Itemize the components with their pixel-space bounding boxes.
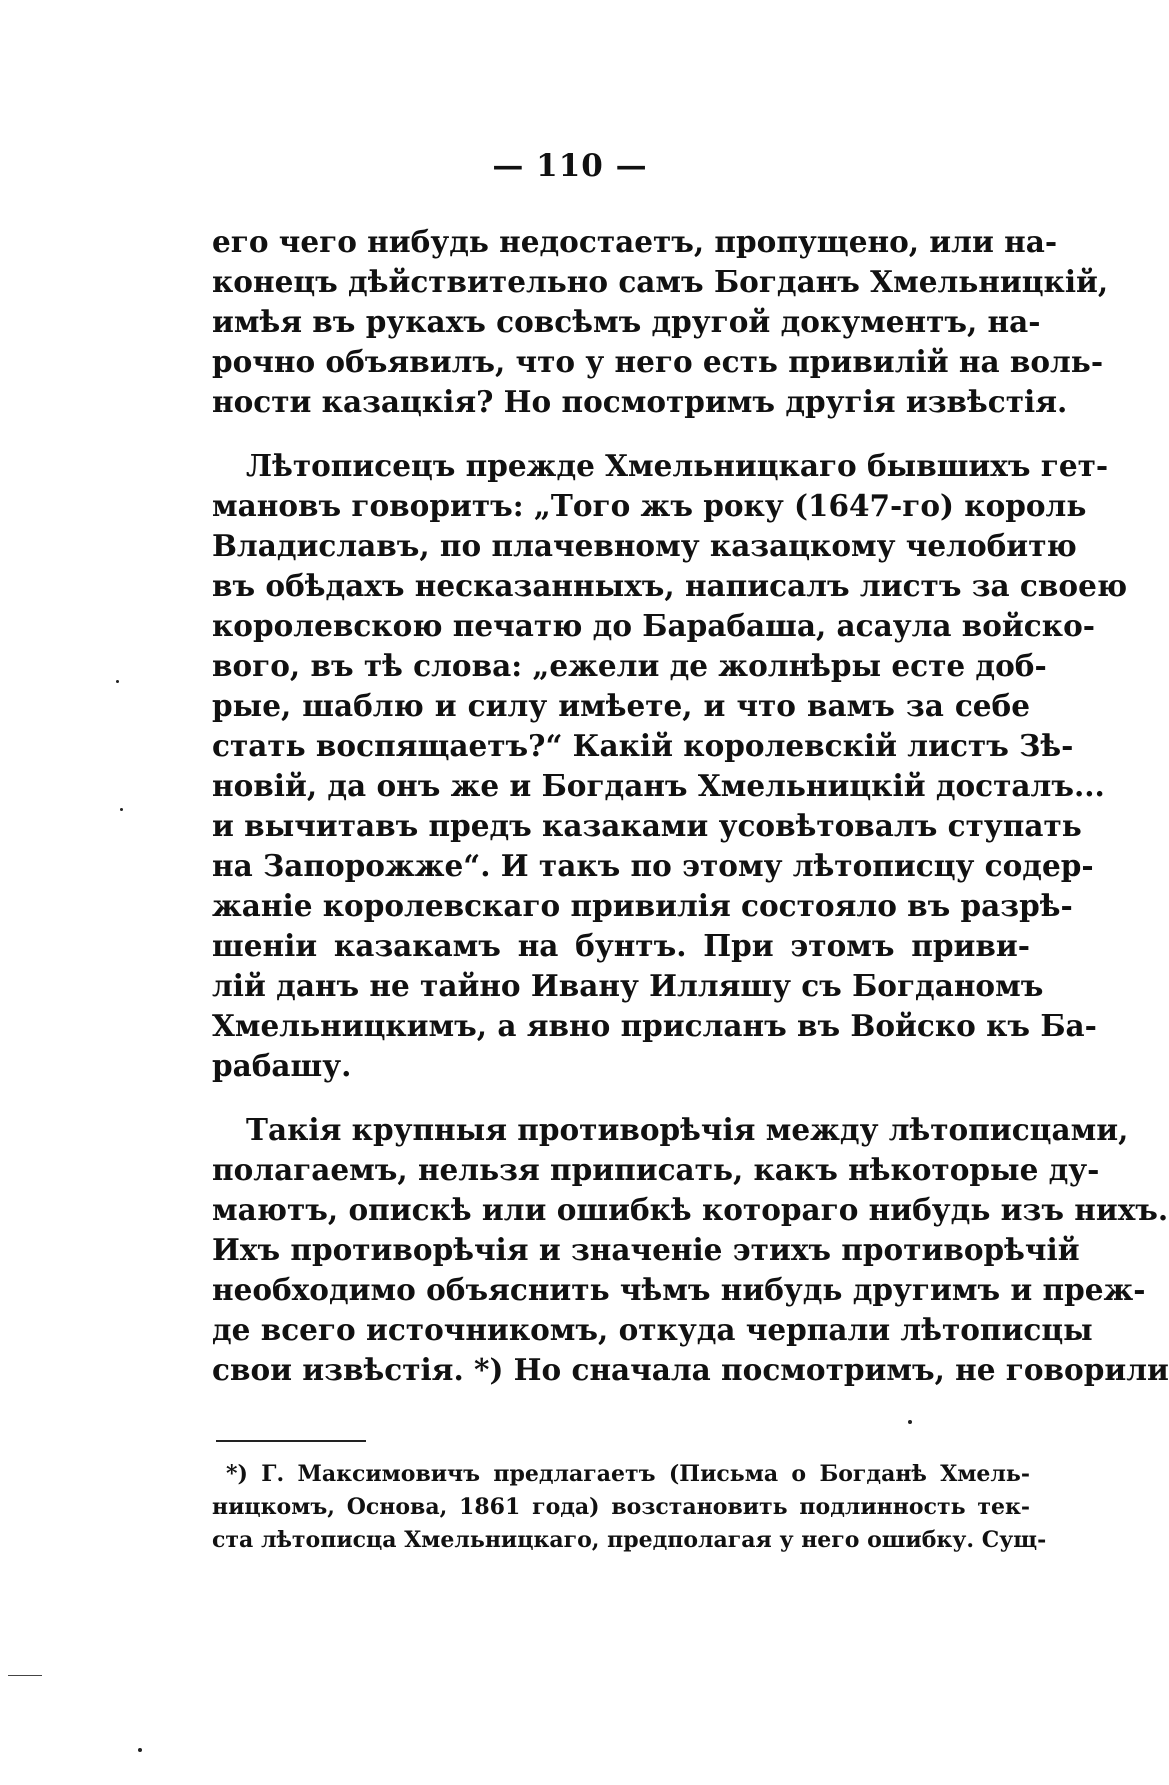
text-line: Владиславъ, по плачевному казацкому челобитю bbox=[212, 528, 1077, 563]
page-number: — 110 — bbox=[492, 148, 648, 184]
main-text bbox=[212, 222, 1169, 1390]
text-line: маютъ, опискѣ или ошибкѣ котораго нибудь изъ нихъ. bbox=[212, 1192, 1169, 1227]
footnote bbox=[212, 1458, 1047, 1557]
paragraph-gap bbox=[212, 422, 1030, 446]
text-line: стать воспящаетъ?“ Какій королевскій листъ Зѣ- bbox=[212, 728, 1074, 763]
scan-speck bbox=[116, 680, 119, 683]
text-line: и вычитавъ предъ казаками усовѣтовалъ ступать bbox=[212, 808, 1082, 843]
text-line: Ихъ противорѣчія и значеніе этихъ противорѣчій bbox=[212, 1232, 1080, 1267]
paragraph-gap bbox=[212, 1086, 1030, 1110]
text-line: необходимо объяснить чѣмъ нибудь другимъ и преж- bbox=[212, 1272, 1146, 1307]
text-line: вого, въ тѣ слова: „ежели де жолнѣры есте доб- bbox=[212, 648, 1047, 683]
text-line: де всего источникомъ, откуда черпали лѣтописцы bbox=[212, 1312, 1093, 1347]
footnote-line: ста лѣтописца Хмельницкаго, предполагая у него ошибку. Сущ- bbox=[212, 1527, 1047, 1553]
text-line: шеніи казакамъ на бунтъ. При этомъ приви- bbox=[212, 928, 1030, 963]
scan-speck bbox=[138, 1748, 142, 1752]
text-line: ности казацкія? Но посмотримъ другія извѣстія. bbox=[212, 384, 1068, 419]
footnote-line: ницкомъ, Основа, 1861 года) возстановить подлинность тек- bbox=[212, 1494, 1030, 1520]
text-line: рочно объявилъ, что у него есть привилій на воль- bbox=[212, 344, 1104, 379]
footnote-divider bbox=[216, 1440, 366, 1442]
text-line: имѣя въ рукахъ совсѣмъ другой документъ, на- bbox=[212, 304, 1041, 339]
scan-speck bbox=[120, 808, 123, 811]
text-line: мановъ говоритъ: „Того жъ року (1647-го) король bbox=[212, 488, 1087, 523]
text-line: Хмельницкимъ, а явно присланъ въ Войско къ Ба- bbox=[212, 1008, 1097, 1043]
text-line: его чего нибудь недостаетъ, пропущено, или на- bbox=[212, 224, 1058, 259]
scan-speck bbox=[908, 1420, 912, 1424]
text-line: свои извѣстія. *) Но сначала посмотримъ, не говорили bbox=[212, 1352, 1169, 1387]
footnote-line: *) Г. Максимовичъ предлагаетъ (Письма о Богданѣ Хмель- bbox=[226, 1461, 1030, 1487]
text-line: рабашу. bbox=[212, 1048, 352, 1083]
text-line: полагаемъ, нельзя приписать, какъ нѣкоторые ду- bbox=[212, 1152, 1100, 1187]
text-line: жаніе королевскаго привилія состояло въ разрѣ- bbox=[212, 888, 1073, 923]
text-line: рые, шаблю и силу имѣете, и что вамъ за себе bbox=[212, 688, 1030, 723]
text-line: Лѣтописецъ прежде Хмельницкаго бывшихъ гет- bbox=[246, 448, 1109, 483]
text-line: Такія крупныя противорѣчія между лѣтописцами, bbox=[246, 1112, 1129, 1147]
text-line: новій, да онъ же и Богданъ Хмельницкій досталъ... bbox=[212, 768, 1105, 803]
text-line: королевскою печатю до Барабаша, асаула войско- bbox=[212, 608, 1095, 643]
text-line: на Запорожже“. И такъ по этому лѣтописцу содер- bbox=[212, 848, 1094, 883]
scan-margin-mark bbox=[8, 1675, 42, 1676]
text-line: въ обѣдахъ несказанныхъ, написалъ листъ за своею bbox=[212, 568, 1128, 603]
text-line: лій данъ не тайно Ивану Илляшу съ Богданомъ bbox=[212, 968, 1044, 1003]
text-line: конецъ дѣйствительно самъ Богданъ Хмельницкій, bbox=[212, 264, 1109, 299]
